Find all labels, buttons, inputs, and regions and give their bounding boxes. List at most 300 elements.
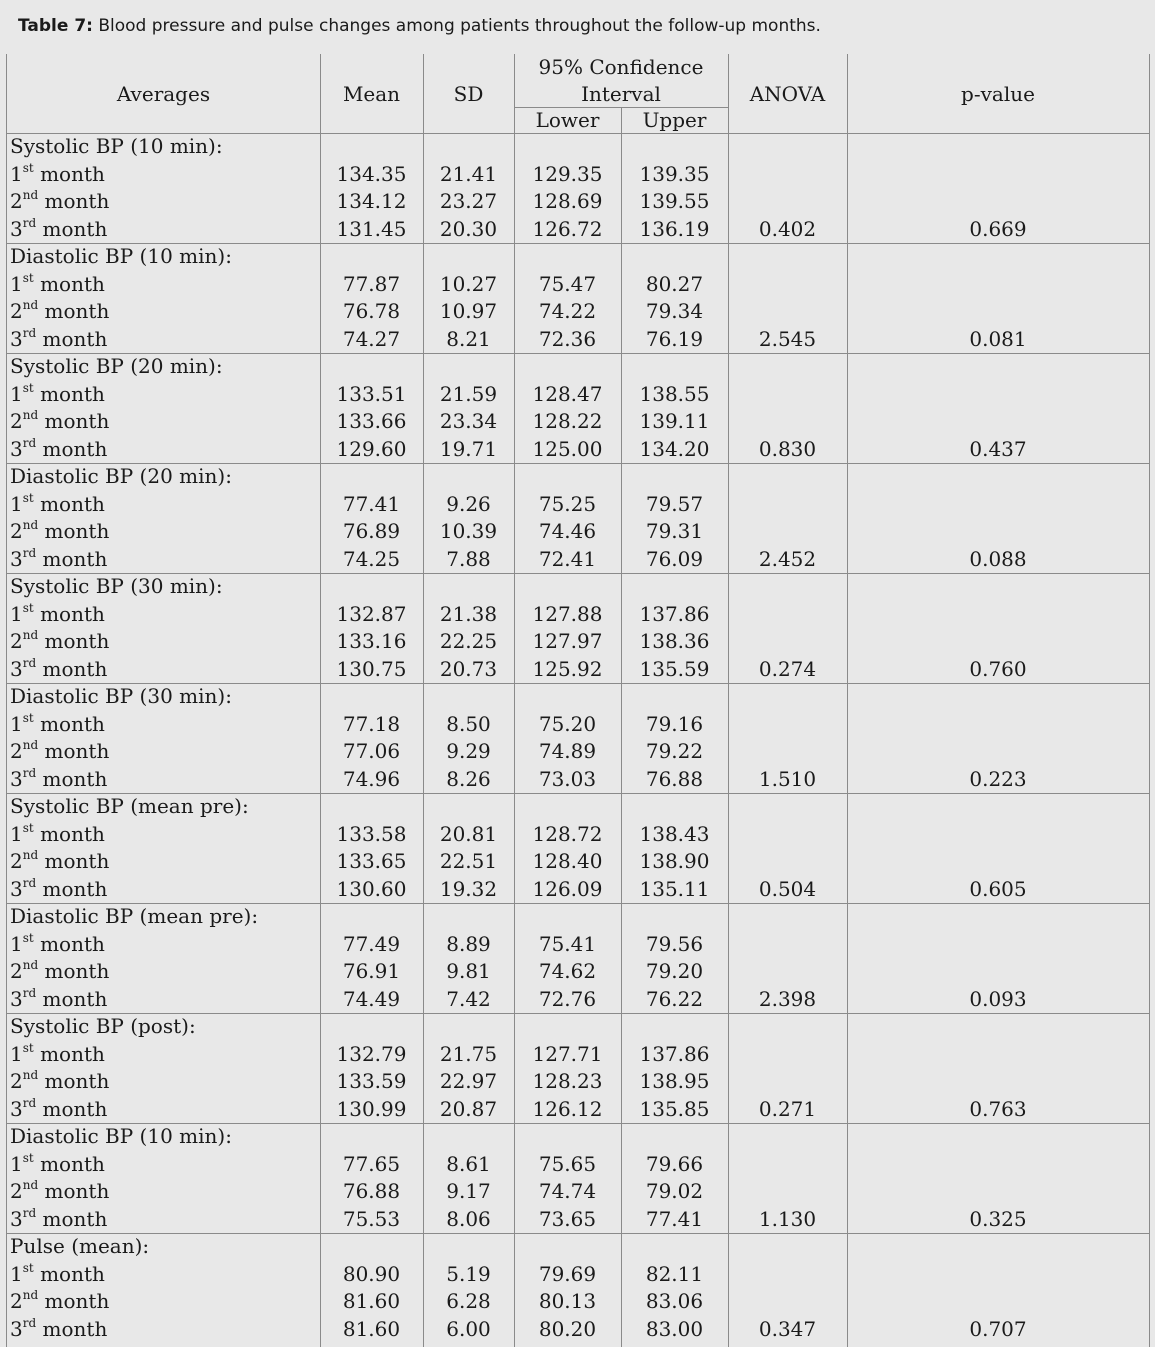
row-group xyxy=(7,683,1149,793)
month-word: month xyxy=(36,436,108,461)
cell-sd: 5.19 xyxy=(446,1261,491,1286)
cell-mean: 132.79 xyxy=(336,1041,407,1066)
cell-sd: 8.06 xyxy=(446,1206,491,1231)
ordinal-suffix: st xyxy=(22,270,34,285)
cell-pvalue: 0.707 xyxy=(969,1316,1027,1341)
row-label xyxy=(10,518,109,546)
cell-mean: 74.49 xyxy=(342,986,401,1011)
ordinal-suffix: nd xyxy=(22,1288,39,1303)
cell-anova: 1.510 xyxy=(758,766,817,791)
group-title: Systolic BP (10 min): xyxy=(10,134,223,158)
ordinal-suffix: nd xyxy=(22,408,39,423)
cell-upper: 79.34 xyxy=(645,299,704,323)
cell-pvalue: 0.088 xyxy=(969,546,1027,571)
cell-pvalue: 0.605 xyxy=(969,876,1027,901)
cell-mean: 77.41 xyxy=(342,491,401,516)
table-row xyxy=(7,161,1149,189)
row-label xyxy=(10,711,105,739)
cell-upper: 135.59 xyxy=(639,656,710,681)
cell-sd: 22.25 xyxy=(439,629,498,653)
table-row xyxy=(7,931,1149,959)
group-title: Diastolic BP (mean pre): xyxy=(10,904,259,928)
month-word: month xyxy=(38,1179,110,1203)
cell-upper: 79.20 xyxy=(645,959,704,983)
month-number: 3 xyxy=(10,766,23,791)
cell-pvalue: 0.093 xyxy=(969,986,1027,1011)
row-group xyxy=(7,793,1149,903)
cell-mean: 77.49 xyxy=(342,931,401,956)
cell-lower: 74.46 xyxy=(538,519,597,543)
table-row xyxy=(7,1068,1149,1096)
table-row xyxy=(7,188,1149,216)
cell-sd: 22.51 xyxy=(439,849,498,873)
month-word: month xyxy=(38,189,110,213)
cell-sd: 8.26 xyxy=(446,766,491,791)
month-number: 2 xyxy=(10,959,23,983)
cell-mean: 76.88 xyxy=(342,1179,401,1203)
cell-mean: 77.87 xyxy=(342,271,401,296)
cell-anova: 0.504 xyxy=(758,876,817,901)
cell-mean: 133.65 xyxy=(336,849,407,873)
cell-pvalue: 0.437 xyxy=(969,436,1027,461)
ordinal-suffix: st xyxy=(22,160,34,175)
cell-lower: 128.40 xyxy=(532,849,603,873)
row-label xyxy=(10,298,109,326)
ordinal-suffix: st xyxy=(22,1260,34,1275)
month-number: 2 xyxy=(10,849,23,873)
ordinal-suffix: nd xyxy=(22,298,39,313)
cell-lower: 75.65 xyxy=(538,1151,597,1176)
month-word: month xyxy=(33,601,105,626)
header-mean: Mean xyxy=(342,82,401,106)
cell-sd: 8.21 xyxy=(446,326,491,351)
group-title: Diastolic BP (10 min): xyxy=(10,1124,232,1148)
row-label xyxy=(10,986,107,1014)
cell-lower: 75.25 xyxy=(538,491,597,516)
month-word: month xyxy=(36,656,108,681)
row-label xyxy=(10,821,105,849)
caption-label: Table 7: xyxy=(18,16,93,36)
ordinal-suffix: nd xyxy=(22,518,39,533)
cell-pvalue: 0.325 xyxy=(969,1206,1027,1231)
cell-lower: 75.41 xyxy=(538,931,597,956)
month-word: month xyxy=(33,821,105,846)
cell-sd: 10.97 xyxy=(439,299,498,323)
cell-lower: 73.03 xyxy=(538,766,597,791)
cell-sd: 23.34 xyxy=(439,409,498,433)
row-label xyxy=(10,546,107,574)
cell-upper: 76.09 xyxy=(645,546,704,571)
cell-mean: 133.58 xyxy=(336,821,407,846)
month-word: month xyxy=(36,986,108,1011)
month-word: month xyxy=(38,739,110,763)
month-number: 3 xyxy=(10,656,23,681)
cell-lower: 73.65 xyxy=(538,1206,597,1231)
cell-mean: 133.16 xyxy=(336,629,407,653)
month-word: month xyxy=(38,409,110,433)
table-row xyxy=(7,518,1149,546)
header-anova: ANOVA xyxy=(749,82,826,106)
cell-lower: 128.47 xyxy=(532,381,603,406)
ordinal-suffix: rd xyxy=(22,655,37,670)
cell-pvalue: 0.760 xyxy=(969,656,1027,681)
cell-sd: 6.00 xyxy=(446,1316,491,1341)
header-ci-line1: 95% Confidence xyxy=(538,55,704,79)
group-title-row xyxy=(7,683,1149,711)
cell-anova: 2.452 xyxy=(758,546,817,571)
table-row xyxy=(7,326,1149,354)
month-number: 2 xyxy=(10,1069,23,1093)
cell-mean: 130.60 xyxy=(336,876,407,901)
cell-sd: 8.89 xyxy=(446,931,491,956)
cell-sd: 9.17 xyxy=(446,1179,491,1203)
cell-upper: 139.35 xyxy=(639,161,710,186)
cell-upper: 80.27 xyxy=(645,271,704,296)
month-number: 3 xyxy=(10,1206,23,1231)
cell-pvalue: 0.669 xyxy=(969,216,1027,241)
cell-mean: 81.60 xyxy=(342,1289,401,1313)
month-word: month xyxy=(38,519,110,543)
row-label xyxy=(10,876,107,904)
cell-upper: 79.16 xyxy=(645,711,704,736)
group-title-row xyxy=(7,1123,1149,1151)
month-word: month xyxy=(38,629,110,653)
cell-anova: 2.398 xyxy=(758,986,817,1011)
cell-mean: 74.96 xyxy=(342,766,401,791)
row-label xyxy=(10,656,107,684)
row-label xyxy=(10,1041,105,1069)
month-word: month xyxy=(33,271,105,296)
month-word: month xyxy=(36,546,108,571)
month-word: month xyxy=(33,491,105,516)
row-label xyxy=(10,1096,107,1124)
row-label xyxy=(10,491,105,519)
cell-lower: 72.76 xyxy=(538,986,597,1011)
ordinal-suffix: st xyxy=(22,490,34,505)
cell-upper: 77.41 xyxy=(645,1206,704,1231)
month-number: 2 xyxy=(10,1179,23,1203)
month-number: 3 xyxy=(10,986,23,1011)
month-number: 1 xyxy=(10,601,23,626)
ordinal-suffix: st xyxy=(22,1040,34,1055)
row-label xyxy=(10,848,109,876)
cell-anova: 0.347 xyxy=(758,1316,817,1341)
row-label xyxy=(10,408,109,436)
group-title: Systolic BP (20 min): xyxy=(10,354,223,378)
ordinal-suffix: rd xyxy=(22,875,37,890)
table-row xyxy=(7,546,1149,574)
header-averages: Averages xyxy=(116,82,211,106)
cell-anova: 1.130 xyxy=(758,1206,817,1231)
group-title: Systolic BP (30 min): xyxy=(10,574,223,598)
group-title: Systolic BP (mean pre): xyxy=(10,794,249,818)
month-number: 2 xyxy=(10,519,23,543)
header-lower: Lower xyxy=(535,108,600,132)
month-word: month xyxy=(33,1151,105,1176)
ordinal-suffix: nd xyxy=(22,958,39,973)
cell-upper: 136.19 xyxy=(639,216,710,241)
cell-mean: 130.99 xyxy=(336,1096,407,1121)
month-word: month xyxy=(38,299,110,323)
ordinal-suffix: nd xyxy=(22,1068,39,1083)
row-label xyxy=(10,1206,107,1234)
month-number: 1 xyxy=(10,931,23,956)
table-row xyxy=(7,711,1149,739)
row-group xyxy=(7,463,1149,573)
cell-anova: 0.274 xyxy=(758,656,817,681)
table-row xyxy=(7,656,1149,684)
table-row xyxy=(7,381,1149,409)
cell-sd: 22.97 xyxy=(439,1069,498,1093)
cell-lower: 80.13 xyxy=(538,1289,597,1313)
cell-upper: 135.85 xyxy=(639,1096,710,1121)
cell-sd: 10.27 xyxy=(439,271,498,296)
table-row xyxy=(7,408,1149,436)
cell-sd: 21.59 xyxy=(439,381,498,406)
cell-upper: 134.20 xyxy=(639,436,710,461)
cell-sd: 21.75 xyxy=(439,1041,498,1066)
cell-anova: 2.545 xyxy=(758,326,817,351)
cell-lower: 79.69 xyxy=(538,1261,597,1286)
row-label xyxy=(10,1151,105,1179)
month-number: 2 xyxy=(10,189,23,213)
month-number: 3 xyxy=(10,1096,23,1121)
month-number: 3 xyxy=(10,546,23,571)
row-label xyxy=(10,1316,107,1344)
cell-lower: 75.20 xyxy=(538,711,597,736)
month-word: month xyxy=(38,959,110,983)
group-title: Systolic BP (post): xyxy=(10,1014,196,1038)
cell-mean: 134.35 xyxy=(336,161,407,186)
row-group xyxy=(7,133,1149,243)
table-row xyxy=(7,1178,1149,1206)
cell-lower: 126.09 xyxy=(532,876,603,901)
cell-anova: 0.830 xyxy=(758,436,817,461)
cell-upper: 138.43 xyxy=(639,821,710,846)
cell-upper: 138.90 xyxy=(639,849,710,873)
cell-sd: 19.71 xyxy=(439,436,498,461)
cell-mean: 133.51 xyxy=(336,381,407,406)
cell-mean: 76.91 xyxy=(342,959,401,983)
row-group xyxy=(7,353,1149,463)
month-word: month xyxy=(33,161,105,186)
month-number: 2 xyxy=(10,739,23,763)
cell-lower: 127.71 xyxy=(532,1041,603,1066)
cell-upper: 79.02 xyxy=(645,1179,704,1203)
cell-sd: 20.87 xyxy=(439,1096,498,1121)
table-row xyxy=(7,1316,1149,1344)
row-group xyxy=(7,573,1149,683)
month-number: 1 xyxy=(10,1041,23,1066)
cell-lower: 74.62 xyxy=(538,959,597,983)
table-row xyxy=(7,738,1149,766)
month-word: month xyxy=(36,1096,108,1121)
row-label xyxy=(10,601,105,629)
cell-upper: 79.31 xyxy=(645,519,704,543)
cell-lower: 128.69 xyxy=(532,189,603,213)
cell-mean: 76.89 xyxy=(342,519,401,543)
month-number: 3 xyxy=(10,436,23,461)
table-row xyxy=(7,628,1149,656)
ordinal-suffix: rd xyxy=(22,1205,37,1220)
cell-sd: 21.41 xyxy=(439,161,498,186)
cell-sd: 9.81 xyxy=(446,959,491,983)
cell-mean: 134.12 xyxy=(336,189,407,213)
cell-upper: 135.11 xyxy=(639,876,710,901)
cell-pvalue: 0.223 xyxy=(969,766,1027,791)
cell-mean: 77.65 xyxy=(342,1151,401,1176)
header-upper: Upper xyxy=(642,108,707,132)
cell-upper: 137.86 xyxy=(639,1041,710,1066)
group-title: Diastolic BP (30 min): xyxy=(10,684,232,708)
month-word: month xyxy=(36,766,108,791)
cell-lower: 128.22 xyxy=(532,409,603,433)
ordinal-suffix: rd xyxy=(22,325,37,340)
cell-mean: 80.90 xyxy=(342,1261,401,1286)
month-number: 1 xyxy=(10,1261,23,1286)
row-label xyxy=(10,1068,109,1096)
month-word: month xyxy=(33,931,105,956)
ordinal-suffix: rd xyxy=(22,435,37,450)
month-number: 1 xyxy=(10,1151,23,1176)
ordinal-suffix: nd xyxy=(22,1178,39,1193)
month-word: month xyxy=(38,1289,110,1313)
row-label xyxy=(10,326,107,354)
table-row xyxy=(7,436,1149,464)
row-label xyxy=(10,188,109,216)
cell-lower: 74.74 xyxy=(538,1179,597,1203)
cell-upper: 76.22 xyxy=(645,986,704,1011)
group-title-row xyxy=(7,353,1149,381)
cell-sd: 23.27 xyxy=(439,189,498,213)
ordinal-suffix: st xyxy=(22,380,34,395)
month-number: 3 xyxy=(10,876,23,901)
cell-upper: 138.95 xyxy=(639,1069,710,1093)
row-label xyxy=(10,271,105,299)
cell-mean: 74.25 xyxy=(342,546,401,571)
cell-mean: 132.87 xyxy=(336,601,407,626)
month-word: month xyxy=(36,1316,108,1341)
ordinal-suffix: rd xyxy=(22,215,37,230)
month-number: 1 xyxy=(10,711,23,736)
group-title: Pulse (mean): xyxy=(10,1234,150,1258)
row-label xyxy=(10,628,109,656)
cell-mean: 74.27 xyxy=(342,326,401,351)
row-group xyxy=(7,1013,1149,1123)
row-group xyxy=(7,1123,1149,1233)
month-word: month xyxy=(38,1069,110,1093)
cell-lower: 126.12 xyxy=(532,1096,603,1121)
month-number: 1 xyxy=(10,161,23,186)
cell-sd: 10.39 xyxy=(439,519,498,543)
table-row xyxy=(7,271,1149,299)
month-number: 2 xyxy=(10,629,23,653)
month-number: 3 xyxy=(10,216,23,241)
ordinal-suffix: st xyxy=(22,1150,34,1165)
cell-lower: 127.88 xyxy=(532,601,603,626)
table-row xyxy=(7,491,1149,519)
cell-sd: 20.73 xyxy=(439,656,498,681)
cell-mean: 130.75 xyxy=(336,656,407,681)
cell-upper: 137.86 xyxy=(639,601,710,626)
cell-upper: 139.11 xyxy=(639,409,710,433)
cell-lower: 125.92 xyxy=(532,656,603,681)
group-title-row xyxy=(7,903,1149,931)
month-word: month xyxy=(33,381,105,406)
cell-sd: 7.88 xyxy=(446,546,491,571)
cell-sd: 20.30 xyxy=(439,216,498,241)
cell-upper: 79.22 xyxy=(645,739,704,763)
table-caption xyxy=(18,14,821,38)
cell-lower: 127.97 xyxy=(532,629,603,653)
month-number: 2 xyxy=(10,1289,23,1313)
cell-lower: 125.00 xyxy=(532,436,603,461)
cell-lower: 72.36 xyxy=(538,326,597,351)
cell-sd: 8.61 xyxy=(446,1151,491,1176)
cell-sd: 9.26 xyxy=(446,491,491,516)
month-word: month xyxy=(36,216,108,241)
row-label xyxy=(10,381,105,409)
table-row xyxy=(7,821,1149,849)
month-number: 2 xyxy=(10,299,23,323)
ordinal-suffix: rd xyxy=(22,985,37,1000)
ordinal-suffix: rd xyxy=(22,1315,37,1330)
cell-upper: 83.00 xyxy=(645,1316,704,1341)
cell-upper: 79.66 xyxy=(645,1151,704,1176)
cell-mean: 133.66 xyxy=(336,409,407,433)
header-pvalue: p-value xyxy=(961,82,1035,106)
cell-mean: 77.06 xyxy=(342,739,401,763)
month-word: month xyxy=(38,849,110,873)
row-label xyxy=(10,1178,109,1206)
ordinal-suffix: st xyxy=(22,930,34,945)
cell-upper: 76.88 xyxy=(645,766,704,791)
table-row xyxy=(7,1151,1149,1179)
ordinal-suffix: rd xyxy=(22,545,37,560)
cell-upper: 82.11 xyxy=(645,1261,704,1286)
table-row xyxy=(7,298,1149,326)
ordinal-suffix: rd xyxy=(22,1095,37,1110)
group-title: Diastolic BP (10 min): xyxy=(10,244,232,268)
cell-mean: 131.45 xyxy=(336,216,407,241)
row-label xyxy=(10,766,107,794)
cell-mean: 81.60 xyxy=(342,1316,401,1341)
cell-upper: 79.57 xyxy=(645,491,704,516)
cell-upper: 138.36 xyxy=(639,629,710,653)
ordinal-suffix: nd xyxy=(22,848,39,863)
cell-upper: 138.55 xyxy=(639,381,710,406)
month-number: 1 xyxy=(10,821,23,846)
table-row xyxy=(7,1206,1149,1234)
month-number: 1 xyxy=(10,491,23,516)
table-row xyxy=(7,848,1149,876)
cell-sd: 21.38 xyxy=(439,601,498,626)
group-title-row xyxy=(7,573,1149,601)
cell-lower: 129.35 xyxy=(532,161,603,186)
header-sd: SD xyxy=(453,82,484,106)
cell-upper: 83.06 xyxy=(645,1289,704,1313)
cell-lower: 128.72 xyxy=(532,821,603,846)
group-title-row xyxy=(7,793,1149,821)
cell-lower: 128.23 xyxy=(532,1069,603,1093)
row-group xyxy=(7,243,1149,353)
data-table xyxy=(6,54,1150,1347)
ordinal-suffix: st xyxy=(22,600,34,615)
row-label xyxy=(10,1261,105,1289)
month-word: month xyxy=(36,1206,108,1231)
row-label xyxy=(10,931,105,959)
month-number: 3 xyxy=(10,1316,23,1341)
